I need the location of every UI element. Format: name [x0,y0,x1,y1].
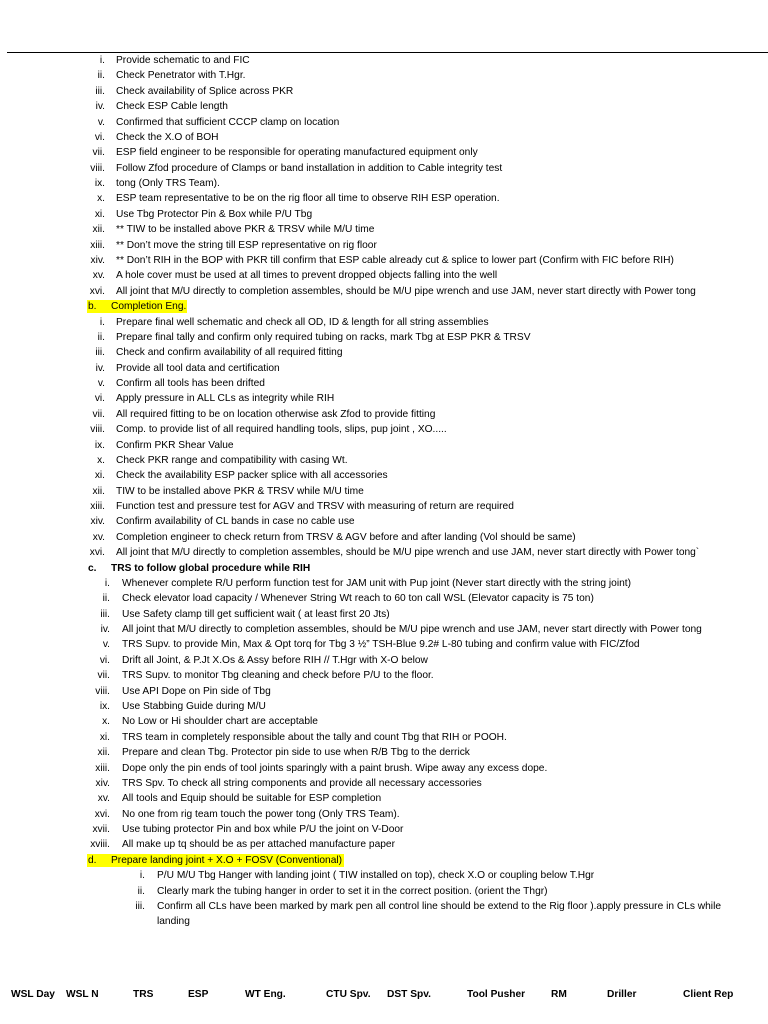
footer-tool-pusher: Tool Pusher [467,989,526,1000]
item-number: ix. [99,701,110,712]
section-title: Prepare landing joint + X.O + FOSV (Conventional) [111,854,343,866]
item-number: ix. [94,178,105,189]
item-text: Check the X.O of BOH [116,131,219,143]
item-text: ** TIW to be installed above PKR & TRSV while M/U time [116,224,375,236]
item-number: i. [104,577,110,589]
item-number: xii. [92,224,105,236]
item-number: xii. [97,747,110,759]
item-text: Check PKR range and compatibility with casing Wt. [116,454,348,466]
item-number: i. [139,870,145,882]
item-text: Check availability of Splice across PKR [116,85,294,97]
item-text: Use Tbg Protector Pin & Box while P/U Tbg [116,208,313,220]
item-text: Confirm PKR Shear Value [116,439,234,451]
item-text: Provide all tool data and certification [116,362,280,374]
item-text: All tools and Equip should be suitable for ESP completion [122,793,382,805]
item-text: No one from rig team touch the power tong (Only TRS Team). [122,808,400,820]
item-text: TIW to be installed above PKR & TRSV while M/U time [116,485,364,497]
item-text: ** Don’t move the string till ESP representative on rig floor [116,239,377,251]
item-text: All joint that M/U directly to completion assembles, should be M/U pipe wrench and use JAM, never start directly with Power tong` [116,547,700,559]
item-text: TRS Supv. to monitor Tbg cleaning and check before P/U to the floor. [122,670,434,682]
item-text: All joint that M/U directly to completion assembles, should be M/U pipe wrench and use JAM, never start directly with Power tong [116,285,696,297]
signature-footer [0,988,768,1002]
footer-esp: ESP [188,989,209,1000]
item-number: ii. [97,331,105,343]
item-text: Confirm all tools has been drifted [116,378,265,389]
item-number: xi. [99,731,110,743]
item-text: All joint that M/U directly to completion assembles, should be M/U pipe wrench and use JAM, never start directly with Power tong [122,624,702,636]
item-text: Use Safety clamp till get sufficient wait ( at least first 20 Jts) [122,608,390,620]
item-text: Dope only the pin ends of tool joints sparingly with a paint brush. Wipe away any excess dope. [122,762,548,774]
item-number: viii. [90,424,105,436]
footer-wt-eng: WT Eng. [245,989,286,1000]
item-text: Use tubing protector Pin and box while P/U the joint on V-Door [122,824,404,835]
section-letter: c. [88,562,97,574]
item-text: ESP field engineer to be responsible for operating manufactured equipment only [116,147,478,159]
item-text: tong (Only TRS Team). [116,178,220,189]
item-text: Use Stabbing Guide during M/U [122,701,266,712]
item-text: TRS Supv. to provide Min, Max & Opt torq for Tbg 3 ½” TSH-Blue 9.2# L-80 tubing and confirm value with FIC/Zfod [122,639,640,651]
item-text: A hole cover must be used at all times to prevent dropped objects falling into the well [116,270,498,282]
item-text: Follow Zfod procedure of Clamps or band installation in addition to Cable integrity test [116,162,503,174]
item-number: x. [97,193,105,205]
item-number: xiv. [90,254,105,266]
footer-wsl-day: WSL Day [11,989,55,1000]
item-text: ** Don’t RIH in the BOP with PKR till confirm that ESP cable already cut & splice to lower part (Confirm with FIC before RIH) [116,254,674,266]
item-text: Prepare final well schematic and check all OD, ID & length for all string assemblies [116,316,489,328]
item-number: iv. [95,362,105,374]
item-number: ii. [137,885,145,897]
item-number: ii. [97,70,105,82]
item-text: TRS team in completely responsible about the tally and count Tbg that RIH or POOH. [122,731,507,743]
item-number: vii. [97,670,110,682]
item-number: v. [97,116,105,128]
item-text: Check Penetrator with T.Hgr. [116,70,246,82]
item-text: Completion engineer to check return from TRSV & AGV before and after landing (Vol should be same) [116,531,576,543]
item-number: xvi. [94,808,110,820]
section-letter: d. [88,854,97,866]
item-number: xv. [92,270,105,282]
item-number: xi. [94,470,105,482]
item-number: xvii. [92,824,110,835]
footer-wsl-n: WSL N [66,989,99,1000]
item-number: xiv. [95,777,110,789]
item-text: Check elevator load capacity / Whenever String Wt reach to 60 ton call WSL (Elevator capacity is 75 ton) [122,593,594,605]
footer-driller: Driller [607,989,637,1000]
item-text: Comp. to provide list of all required handling tools, slips, pup joint , XO..... [116,424,447,436]
item-number: xiii. [90,239,105,251]
item-number: vi. [99,654,110,666]
item-number: xvi. [89,285,105,297]
footer-dst-spv: DST Spv. [387,989,431,1000]
footer-ctu-spv: CTU Spv. [326,989,371,1000]
item-number: iv. [100,624,110,636]
item-text: Apply pressure in ALL CLs as integrity while RIH [116,393,335,405]
item-number: x. [102,716,110,728]
item-number: i. [99,55,105,66]
item-text: All make up tq should be as per attached manufacture paper [122,839,395,851]
item-number: vii. [92,147,105,159]
item-text: Prepare final tally and confirm only required tubing on racks, mark Tbg at ESP PKR & TRSV [116,331,531,343]
item-text: Function test and pressure test for AGV and TRSV with measuring of return are required [116,501,514,512]
footer-rm: RM [551,989,567,1000]
item-number: vi. [94,131,105,143]
item-number: xv. [92,531,105,543]
item-text: Whenever complete R/U perform function test for JAM unit with Pup joint (Never start directly with the string joint) [122,577,632,589]
item-number: viii. [90,162,105,174]
item-number: vi. [94,393,105,405]
item-text: Drift all Joint, & P.Jt X.Os & Assy before RIH // T.Hgr with X-O below [122,654,428,666]
item-text: Use API Dope on Pin side of Tbg [122,685,271,697]
item-number: xviii. [90,839,110,851]
item-number: iii. [95,85,105,97]
item-text: Provide schematic to and FIC [116,55,250,66]
item-number: iii. [95,347,105,359]
item-number: xii. [92,485,105,497]
item-text: ESP team representative to be on the rig floor all time to observe RIH ESP operation. [116,193,500,205]
item-number: xv. [97,793,110,805]
item-number: ix. [94,439,105,451]
footer-trs: TRS [133,989,154,1000]
item-number: vii. [92,408,105,420]
item-text: All required fitting to be on location otherwise ask Zfod to provide fitting [116,408,436,420]
section-title: Completion Eng. [111,301,187,313]
item-text: Check the availability ESP packer splice with all accessories [116,470,388,482]
item-text: TRS Spv. To check all string components and provide all necessary accessories [122,777,482,789]
item-text: Confirm all CLs have been marked by mark pen all control line should be extend to the Rig floor ).apply pressure in CLs while landing [157,900,721,928]
item-number: x. [97,454,105,466]
item-number: v. [97,378,105,389]
section-title: TRS to follow global procedure while RIH [111,562,311,574]
item-text: Check and confirm availability of all required fitting [116,347,343,359]
item-number: xiv. [90,516,105,528]
item-text: Confirmed that sufficient CCCP clamp on location [116,116,340,128]
item-number: xvi. [89,547,105,559]
item-number: ii. [102,593,110,605]
item-text: Check ESP Cable length [116,101,228,113]
item-text: P/U M/U Tbg Hanger with landing joint ( TIW installed on top), check X.O or coupling below T.Hgr [157,870,595,882]
item-text: No Low or Hi shoulder chart are acceptable [122,716,318,728]
item-number: iii. [135,900,145,912]
item-text: Confirm availability of CL bands in case no cable use [116,516,355,528]
item-number: i. [99,316,105,328]
footer-client-rep: Client Rep [683,989,734,1000]
item-number: iii. [100,608,110,620]
item-number: iv. [95,101,105,113]
item-number: xiii. [90,501,105,512]
item-text: Clearly mark the tubing hanger in order to set it in the correct position. (orient the Thgr) [157,885,548,897]
item-number: xiii. [95,762,110,774]
section-letter: b. [88,301,97,313]
item-number: v. [102,639,110,651]
item-number: viii. [95,685,110,697]
item-number: xi. [94,208,105,220]
item-text: Prepare and clean Tbg. Protector pin side to use when R/B Tbg to the derrick [122,747,470,759]
